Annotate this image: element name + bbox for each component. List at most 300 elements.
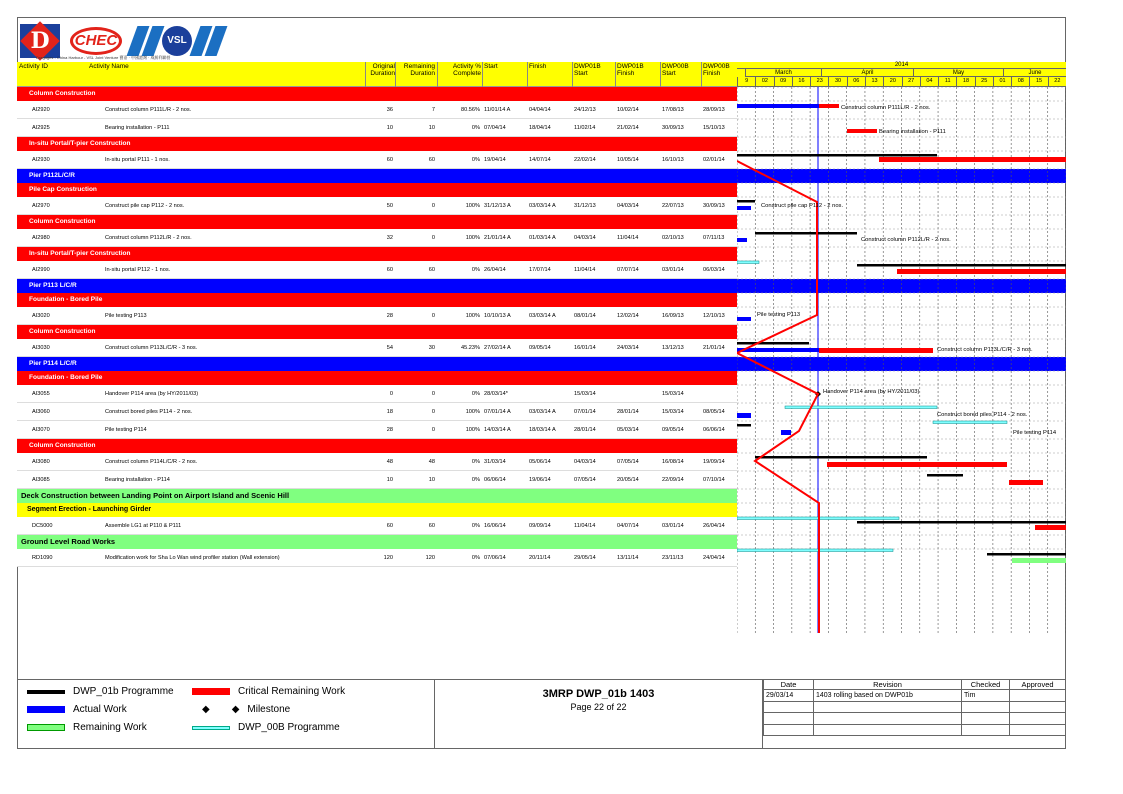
- dwp01b-start: 04/03/14: [574, 235, 596, 241]
- group-band[interactable]: [17, 535, 737, 549]
- original-duration: 0: [389, 391, 393, 397]
- start-date: 16/06/14: [484, 523, 506, 529]
- remaining-duration: 60: [428, 157, 435, 163]
- month-label: April: [821, 69, 913, 77]
- start-date: 07/06/14: [484, 555, 506, 561]
- activity-name: Construct column P112L/R - 2 nos.: [105, 235, 192, 241]
- start-date: 31/03/14: [484, 459, 506, 465]
- col-dwp00b-finish[interactable]: DWP00B Finish: [703, 63, 730, 77]
- actual-bar: [737, 238, 747, 242]
- month-label: March: [745, 69, 821, 77]
- baseline-bar: [785, 406, 937, 409]
- week-label: 11: [938, 77, 956, 86]
- dragages-logo: D: [20, 24, 60, 58]
- activity-name: Pile testing P114: [105, 427, 147, 433]
- dwp00b-finish: 02/01/14: [703, 157, 725, 163]
- activity-pct: 100%: [465, 427, 480, 433]
- title-block: [434, 679, 763, 749]
- remaining-duration: 30: [428, 345, 435, 351]
- table-row[interactable]: [17, 261, 737, 279]
- group-band[interactable]: [17, 137, 737, 151]
- dwp00b-finish: 15/10/13: [703, 125, 725, 131]
- original-duration: 60: [386, 157, 393, 163]
- group-label: Segment Erection - Launching Girder: [27, 506, 152, 513]
- critical-bar: [897, 269, 1066, 274]
- gantt-label: Construct pile cap P112 - 2 nos.: [761, 203, 844, 209]
- finish-date: 14/07/14: [529, 157, 551, 163]
- table-row[interactable]: [17, 471, 737, 489]
- remaining-duration: 0: [431, 203, 435, 209]
- table-row[interactable]: [17, 549, 737, 567]
- dwp01b-finish: 05/03/14: [617, 427, 639, 433]
- critical-bar: [819, 104, 839, 108]
- dwp01b-start: 08/01/14: [574, 313, 596, 319]
- col-finish[interactable]: Finish: [529, 63, 547, 70]
- dwp01b-start: 22/02/14: [574, 157, 596, 163]
- dwp00b-start: 13/12/13: [662, 345, 684, 351]
- group-label: Foundation - Bored Pile: [29, 374, 103, 381]
- month-label: June: [1003, 69, 1066, 77]
- activity-name: Construct pile cap P112 - 2 nos.: [105, 203, 185, 209]
- rev-date: 29/03/14: [764, 690, 814, 702]
- original-duration: 28: [386, 427, 393, 433]
- remaining-duration: 0: [431, 427, 435, 433]
- week-label: 22: [1048, 77, 1066, 86]
- programme-bar: [737, 342, 809, 345]
- milestone-icon: ◆: [231, 704, 240, 715]
- activity-name: Pile testing P113: [105, 313, 147, 319]
- group-label: Foundation - Bored Pile: [29, 296, 103, 303]
- revision-table: [763, 679, 1066, 749]
- group-band[interactable]: [17, 215, 737, 229]
- dwp00b-finish: 28/09/13: [703, 107, 725, 113]
- dwp00b-start: 16/09/13: [662, 313, 684, 319]
- layout-title: 3MRP DWP_01b 1403: [542, 688, 655, 700]
- rev-header: Revision: [814, 680, 962, 690]
- col-activity-pct[interactable]: Activity % Complete: [452, 63, 481, 77]
- group-band[interactable]: [17, 279, 737, 293]
- activity-id: AI2925: [32, 125, 50, 131]
- dwp00b-start: 15/03/14: [662, 409, 684, 415]
- table-row[interactable]: [17, 339, 737, 357]
- original-duration: 60: [386, 523, 393, 529]
- original-duration: 50: [386, 203, 393, 209]
- activity-pct: 0%: [471, 157, 480, 163]
- activity-id: AI3020: [32, 313, 50, 319]
- legend-swatch: [27, 706, 65, 713]
- activity-id: AI3070: [32, 427, 50, 433]
- legend-item-green: [27, 722, 147, 733]
- table-header: [17, 62, 737, 87]
- activity-id: RD1090: [32, 555, 53, 561]
- dwp00b-finish: 30/09/13: [703, 203, 725, 209]
- dwp00b-finish: 06/03/14: [703, 267, 725, 273]
- dwp00b-start: 17/08/13: [662, 107, 684, 113]
- dwp00b-finish: 21/01/14: [703, 345, 725, 351]
- programme-bar: [927, 474, 963, 477]
- dwp01b-finish: 24/03/14: [617, 345, 639, 351]
- legend-label: Actual Work: [73, 704, 127, 715]
- finish-date: 19/06/14: [529, 477, 551, 483]
- dwp01b-start: 24/12/13: [574, 107, 596, 113]
- dwp01b-start: 07/05/14: [574, 477, 596, 483]
- activity-name: Bearing installation - P114: [105, 477, 170, 483]
- week-label: 16: [792, 77, 810, 86]
- group-label: Pile Cap Construction: [29, 186, 97, 193]
- group-label: Pier P112L/C/R: [29, 172, 75, 179]
- dwp01b-finish: 04/03/14: [617, 203, 639, 209]
- remaining-duration: 7: [431, 107, 435, 113]
- start-date: 14/03/14 A: [484, 427, 511, 433]
- rev-header: Checked: [962, 680, 1010, 690]
- start-date: 06/06/14: [484, 477, 506, 483]
- legend-label: Remaining Work: [73, 722, 147, 733]
- dwp00b-finish: 06/06/14: [703, 427, 725, 433]
- start-date: 07/01/14 A: [484, 409, 511, 415]
- activity-name: In-situ portal P112 - 1 nos.: [105, 267, 171, 273]
- original-duration: 48: [386, 459, 393, 465]
- activity-name: Construct column P114L/C/R - 2 nos.: [105, 459, 198, 465]
- table-row[interactable]: [17, 101, 737, 119]
- activity-name: In-situ portal P111 - 1 nos.: [105, 157, 170, 163]
- timeline-header: [737, 62, 1066, 87]
- activity-id: AI2980: [32, 235, 50, 241]
- dwp00b-start: 03/01/14: [662, 523, 684, 529]
- critical-bar: [827, 462, 1007, 467]
- group-label: Column Construction: [29, 328, 96, 335]
- actual-bar: [737, 206, 751, 210]
- finish-date: 04/04/14: [529, 107, 551, 113]
- original-duration: 10: [386, 477, 393, 483]
- table-row[interactable]: [17, 119, 737, 137]
- programme-bar: [737, 200, 755, 203]
- remaining-duration: 10: [428, 125, 435, 131]
- activity-name: Construct bored piles P114 - 2 nos.: [105, 409, 193, 415]
- activity-pct: 45.23%: [461, 345, 480, 351]
- activity-name: Modification work for Sha Lo Wan wind profiler station (Wall extension): [105, 555, 280, 561]
- col-activity-id[interactable]: Activity ID: [19, 63, 48, 70]
- remaining-duration: 0: [431, 313, 435, 319]
- start-date: 27/02/14 A: [484, 345, 511, 351]
- dwp00b-finish: 26/04/14: [703, 523, 725, 529]
- critical-path-line: [737, 161, 819, 633]
- dwp00b-finish: 08/05/14: [703, 409, 725, 415]
- legend-swatch: [192, 688, 230, 695]
- original-duration: 60: [386, 267, 393, 273]
- gantt-band: [737, 279, 1066, 293]
- dwp01b-finish: 28/01/14: [617, 409, 639, 415]
- remaining-duration: 60: [428, 267, 435, 273]
- table-row[interactable]: [17, 229, 737, 247]
- rev-text: 1403 rolling based on DWP01b: [814, 690, 962, 702]
- dwp00b-start: 02/10/13: [662, 235, 684, 241]
- legend-swatch: [27, 690, 65, 694]
- actual-bar: [737, 413, 751, 418]
- gantt-label: Pile testing P114: [1013, 430, 1057, 436]
- group-band[interactable]: [17, 439, 737, 453]
- group-label: In-situ Portal/T-pier Construction: [29, 250, 131, 257]
- start-date: 10/10/13 A: [484, 313, 511, 319]
- activity-name: Assemble LG1 at P110 & P111: [105, 523, 182, 529]
- activity-pct: 0%: [471, 125, 480, 131]
- activity-id: AI3060: [32, 409, 50, 415]
- week-label: 20: [883, 77, 901, 86]
- table-row[interactable]: [17, 385, 737, 403]
- legend-label: Critical Remaining Work: [238, 686, 346, 697]
- group-band[interactable]: [17, 293, 737, 307]
- group-band[interactable]: [17, 503, 737, 517]
- dwp01b-finish: 12/02/14: [617, 313, 639, 319]
- dwp00b-start: 16/08/14: [662, 459, 684, 465]
- week-label: 30: [828, 77, 846, 86]
- actual-bar: [737, 104, 819, 108]
- start-date: 31/12/13 A: [484, 203, 511, 209]
- dwp00b-finish: 19/09/14: [703, 459, 725, 465]
- dwp01b-start: 15/03/14: [574, 391, 596, 397]
- remaining-duration: 0: [431, 409, 435, 415]
- dwp00b-start: 16/10/13: [662, 157, 684, 163]
- baseline-bar: [933, 421, 1007, 424]
- legend-swatch: [192, 726, 230, 730]
- week-label: 18: [956, 77, 974, 86]
- week-label: 23: [810, 77, 828, 86]
- group-band[interactable]: [17, 371, 737, 385]
- finish-date: 09/09/14: [529, 523, 551, 529]
- finish-date: 05/06/14: [529, 459, 551, 465]
- activity-id: AI3055: [32, 391, 50, 397]
- week-label: 04: [920, 77, 938, 86]
- dwp01b-finish: 10/02/14: [617, 107, 639, 113]
- dwp01b-start: 28/01/14: [574, 427, 596, 433]
- dwp00b-start: 09/05/14: [662, 427, 684, 433]
- dwp00b-start: 15/03/14: [662, 391, 684, 397]
- table-row[interactable]: [17, 403, 737, 421]
- activity-pct: 0%: [471, 391, 480, 397]
- milestone-icon: ◆: [202, 704, 210, 715]
- table-row[interactable]: [17, 307, 737, 325]
- finish-date: 03/03/14 A: [529, 409, 556, 415]
- gantt-label: Handover P114 area (by HY/2011/03): [823, 389, 920, 395]
- col-dwp01b-finish[interactable]: DWP01B Finish: [617, 63, 644, 77]
- remaining-duration: 10: [428, 477, 435, 483]
- activity-name: Handover P114 area (by HY/2011/03): [105, 391, 199, 397]
- critical-bar: [847, 129, 877, 133]
- week-label: 27: [902, 77, 920, 86]
- original-duration: 120: [383, 555, 393, 561]
- finish-date: 18/04/14: [529, 125, 551, 131]
- group-band[interactable]: [17, 247, 737, 261]
- activity-id: AI2990: [32, 267, 50, 273]
- group-label: Pier P114 L/C/R: [29, 360, 77, 367]
- start-date: 07/04/14: [484, 125, 506, 131]
- dwp00b-start: 30/09/13: [662, 125, 684, 131]
- dwp00b-start: 22/09/14: [662, 477, 684, 483]
- col-activity-name[interactable]: Activity Name: [89, 63, 129, 70]
- activity-id: AI2920: [32, 107, 50, 113]
- original-duration: 54: [386, 345, 393, 351]
- week-label: 09: [774, 77, 792, 86]
- gantt-label: Construct column P111L/R - 2 nos.: [841, 105, 931, 111]
- dwp01b-finish: 04/07/14: [617, 523, 639, 529]
- group-label: Column Construction: [29, 442, 96, 449]
- group-band[interactable]: [17, 357, 737, 371]
- dwp01b-finish: 07/07/14: [617, 267, 639, 273]
- dwp00b-finish: 12/10/13: [703, 313, 725, 319]
- group-label: In-situ Portal/T-pier Construction: [29, 140, 131, 147]
- group-band[interactable]: [17, 183, 737, 197]
- remaining-bar: [1012, 558, 1066, 563]
- remaining-duration: 0: [431, 235, 435, 241]
- dwp01b-start: 16/01/14: [574, 345, 596, 351]
- programme-bar: [857, 264, 1066, 267]
- gantt-label: Pile testing P113: [757, 312, 801, 318]
- finish-date: 01/03/14 A: [529, 235, 556, 241]
- activity-id: AI2970: [32, 203, 50, 209]
- week-label: 02: [755, 77, 773, 86]
- chec-logo: CHEC: [70, 27, 122, 55]
- legend-item-cyan: [192, 722, 340, 733]
- original-duration: 32: [386, 235, 393, 241]
- rev-checked: Tim: [962, 690, 1010, 702]
- dwp01b-start: 11/04/14: [574, 267, 596, 273]
- finish-date: 18/03/14 A: [529, 427, 556, 433]
- activity-name: Construct column P113L/C/R - 3 nos.: [105, 345, 198, 351]
- start-date: 26/04/14: [484, 267, 506, 273]
- dwp00b-finish: 07/11/13: [703, 235, 725, 241]
- dwp01b-start: 31/12/13: [574, 203, 596, 209]
- dwp01b-finish: 20/05/14: [617, 477, 639, 483]
- original-duration: 18: [386, 409, 393, 415]
- dwp01b-finish: 13/11/14: [617, 555, 639, 561]
- table-row[interactable]: [17, 517, 737, 535]
- week-label: 25: [975, 77, 993, 86]
- programme-bar: [987, 553, 1066, 556]
- gantt-label: Construct column P112L/R - 2 nos.: [861, 237, 951, 243]
- critical-bar: [1035, 525, 1066, 530]
- table-row[interactable]: [17, 453, 737, 471]
- original-duration: 10: [386, 125, 393, 131]
- gantt-chart: [737, 87, 1066, 633]
- activity-pct: 0%: [471, 477, 480, 483]
- remaining-duration: 120: [425, 555, 435, 561]
- rev-header: Approved: [1010, 680, 1066, 690]
- finish-date: 20/11/14: [529, 555, 551, 561]
- col-start[interactable]: Start: [484, 63, 498, 70]
- week-label: 01: [993, 77, 1011, 86]
- activity-id: AI3030: [32, 345, 50, 351]
- page-number: Page 22 of 22: [570, 702, 627, 712]
- group-band[interactable]: [17, 489, 737, 503]
- critical-bar: [1009, 480, 1043, 485]
- col-dwp01b-start[interactable]: DWP01B Start: [574, 63, 601, 77]
- actual-bar: [737, 317, 751, 321]
- legend-item-blue: [27, 704, 127, 715]
- original-duration: 28: [386, 313, 393, 319]
- activity-pct: 100%: [465, 235, 480, 241]
- programme-bar: [755, 456, 927, 459]
- programme-bar: [737, 154, 937, 157]
- legend-swatch: [27, 724, 65, 731]
- timeline-year: 2014: [737, 62, 1066, 69]
- activity-pct: 0%: [471, 555, 480, 561]
- dwp00b-finish: 07/10/14: [703, 477, 725, 483]
- activity-id: AI3080: [32, 459, 50, 465]
- dwp01b-start: 07/01/14: [574, 409, 596, 415]
- finish-date: 09/05/14: [529, 345, 551, 351]
- original-duration: 36: [386, 107, 393, 113]
- gantt-label: Construct column P113L/C/R - 3 nos.: [937, 347, 1033, 353]
- table-row[interactable]: [17, 421, 737, 439]
- programme-bar: [857, 521, 1066, 524]
- month-label: May: [913, 69, 1003, 77]
- critical-bar: [879, 157, 1066, 162]
- dwp01b-finish: 10/05/14: [617, 157, 639, 163]
- dwp01b-start: 11/04/14: [574, 523, 596, 529]
- dwp01b-finish: 07/05/14: [617, 459, 639, 465]
- activity-id: DC5000: [32, 523, 53, 529]
- remaining-duration: 60: [428, 523, 435, 529]
- group-label: Column Construction: [29, 218, 96, 225]
- finish-date: 03/03/14 A: [529, 313, 556, 319]
- group-band[interactable]: [17, 325, 737, 339]
- group-band[interactable]: [17, 87, 737, 101]
- col-remaining-duration[interactable]: Remaining Duration: [403, 63, 435, 77]
- dwp00b-finish: 24/04/14: [703, 555, 725, 561]
- activity-name: Construct column P111L/R - 2 nos.: [105, 107, 192, 113]
- baseline-bar: [737, 549, 893, 552]
- activity-name: Bearing installation - P111: [105, 125, 170, 131]
- gantt-label: Construct bored piles P114 - 2 nos.: [937, 412, 1028, 418]
- gantt-label: Bearing installation - P111: [879, 129, 946, 135]
- dwp00b-start: 03/01/14: [662, 267, 684, 273]
- dwp00b-start: 23/11/13: [662, 555, 684, 561]
- start-date: 28/03/14*: [484, 391, 508, 397]
- finish-date: 03/03/14 A: [529, 203, 556, 209]
- table-row[interactable]: [17, 151, 737, 169]
- activity-pct: 0%: [471, 523, 480, 529]
- col-original-duration[interactable]: Original Duration: [370, 63, 395, 77]
- legend-item-black: [27, 686, 174, 697]
- activity-pct: 100%: [465, 203, 480, 209]
- table-row[interactable]: [17, 197, 737, 215]
- baseline-bar: [737, 261, 759, 264]
- start-date: 21/01/14 A: [484, 235, 511, 241]
- remaining-duration: 0: [431, 391, 435, 397]
- dwp01b-finish: 11/04/14: [617, 235, 639, 241]
- activity-id: AI3085: [32, 477, 50, 483]
- group-label: Deck Construction between Landing Point on Airport Island and Scenic Hill: [21, 491, 290, 500]
- legend-label: DWP_00B Programme: [238, 722, 340, 733]
- week-label: 08: [1011, 77, 1029, 86]
- finish-date: 17/07/14: [529, 267, 551, 273]
- dwp01b-start: 04/03/14: [574, 459, 596, 465]
- col-dwp00b-start[interactable]: DWP00B Start: [662, 63, 689, 77]
- legend-item-milestone: [202, 704, 290, 715]
- vsl-logo: VSL: [132, 26, 222, 56]
- group-band[interactable]: [17, 169, 737, 183]
- remaining-duration: 48: [428, 459, 435, 465]
- week-label: 13: [865, 77, 883, 86]
- dwp01b-finish: 21/02/14: [617, 125, 639, 131]
- programme-bar: [737, 424, 751, 427]
- activity-id: AI2930: [32, 157, 50, 163]
- week-label: 15: [1029, 77, 1047, 86]
- legend-label: DWP_01b Programme: [73, 686, 174, 697]
- activity-pct: 0%: [471, 267, 480, 273]
- group-label: Column Construction: [29, 90, 96, 97]
- critical-bar: [819, 348, 933, 353]
- rev-approved: [1010, 690, 1066, 702]
